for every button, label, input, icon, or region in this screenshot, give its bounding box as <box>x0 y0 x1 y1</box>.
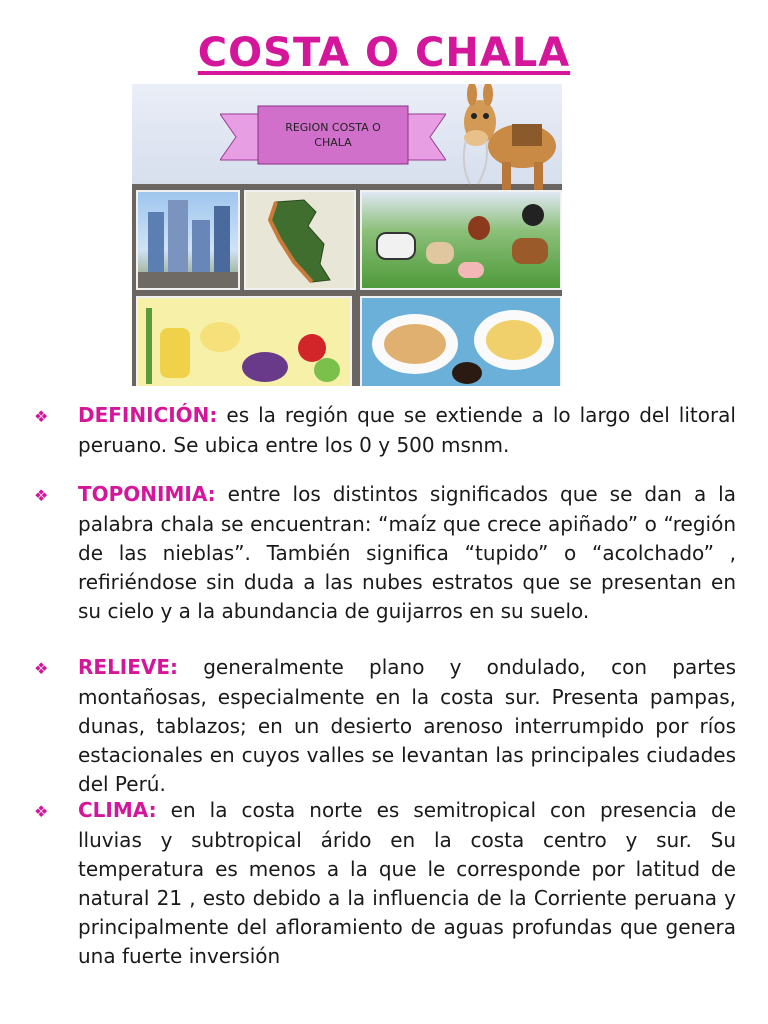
section-toponimia <box>34 480 736 626</box>
panel-city <box>136 190 240 290</box>
ribbon-banner <box>258 106 408 164</box>
peru-map-shape <box>246 192 354 288</box>
section-text: generalmente plano y ondulado, con partes montañosas, especialmente en la costa sur. Presenta pampas, dunas, tablazos; en un desierto arenoso interrumpido por ríos estacionales en cuyos valles se levantan las principales ciudades del Perú. <box>78 655 736 796</box>
section-definicion <box>34 401 736 460</box>
section-clima <box>34 796 736 971</box>
panel-food <box>360 296 562 386</box>
panel-crops <box>136 296 352 386</box>
diamond-bullet-icon: ❖ <box>34 486 49 505</box>
section-text: en la costa norte es semitropical con presencia de lluvias y subtropical árido en la costa centro y sur. Su temperatura es menos a la que le corresponde por latitud de natural 21 , esto debido a la influencia de la Corriente peruana y principalmente del afloramiento de aguas profundas que genera una fuerte inversión <box>78 798 736 968</box>
section-term: CLIMA: <box>78 798 157 822</box>
donkey-figure <box>442 84 562 199</box>
section-term: DEFINICIÓN: <box>78 403 218 427</box>
diamond-bullet-icon: ❖ <box>34 407 49 426</box>
section-term: TOPONIMIA: <box>78 482 216 506</box>
panel-peru-map <box>244 190 356 290</box>
panel-animals <box>360 190 562 290</box>
section-term: RELIEVE: <box>78 655 179 679</box>
section-text: entre los distintos significados que se dan a la palabra chala se encuentran: “maíz que crece apiñado” o “región de las nieblas”. También significa “tupido” o “acolchado” , refiriéndose sin duda a las nubes estratos que se presentan en su cielo y a la abundancia de guijarros en su suelo. <box>78 482 736 623</box>
costa-illustration <box>132 84 562 386</box>
banner-label: REGION COSTA O CHALA <box>285 121 381 149</box>
page-title: COSTA O CHALA <box>197 30 571 76</box>
diamond-bullet-icon: ❖ <box>34 802 49 821</box>
section-text: es la región que se extiende a lo largo del litoral peruano. Se ubica entre los 0 y 500 msnm. <box>78 403 736 457</box>
diamond-bullet-icon: ❖ <box>34 659 49 678</box>
section-relieve <box>34 653 736 799</box>
